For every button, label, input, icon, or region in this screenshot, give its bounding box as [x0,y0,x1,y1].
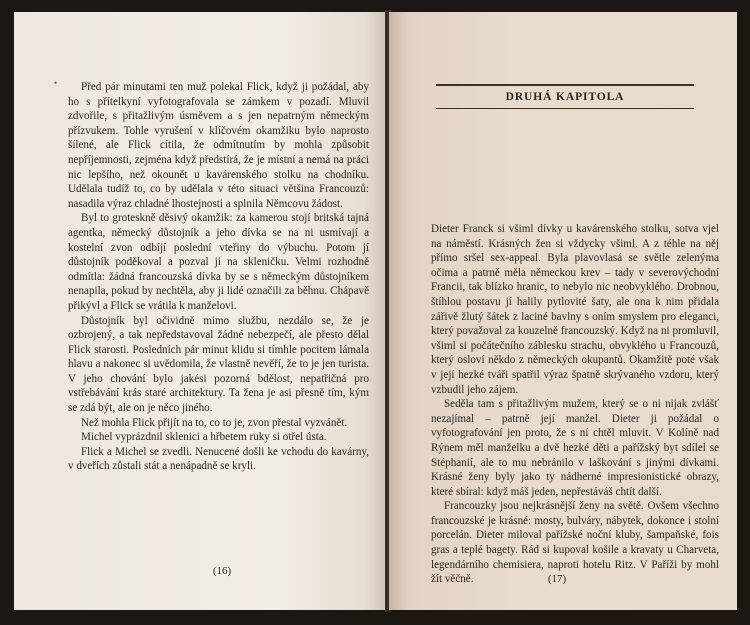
paragraph: Francouzky jsou nejkrásnější ženy na světě. Ovšem všechno francouzské je krásné: mosty, bulváry, nábytek, dokonce i stolní porcelán. Dieter miloval pařížské noční kluby, šampaňské, fois gras a teplé bagety. Rád si kupoval košile a kravaty u Charveta, legendárního chemisiera, naproti hotelu Ritz. V Paříži by mohl žít věčně. [431,500,719,586]
chapter-rule-top [436,84,694,86]
paragraph: Michel vyprázdnil sklenici a hřbetem ruky si otřel ústa. [81,431,327,444]
page-number: (16) [212,565,232,577]
right-page-text [431,222,719,587]
left-page-text [68,80,369,474]
left-page [14,12,387,610]
chapter-title: DRUHÁ KAPITOLA [505,91,625,103]
paragraph: Dieter Franck si všiml dívky u kavárenského stolku, sotva vjel na náměstí. Krásných žen si vždycky všiml. A z téhle na něj přímo sršel sex-appeal. Byla plavovlasá se světle zelenýma očima a patrně měla německou krev – tady v severovýchodní Francii, tak blízko hranic, to nebylo nic neobvyklého. Drobnou, štíhlou postavu jí halily pytlovité šaty, ale ona k nim přidala zářivě žlutý šátek z laciné bavlny s oním smyslem pro eleganci, který považoval za kouzelně francouzský. Když na ni promluvil, všiml si počátečního záblesku strachu, obvyklého u Francouzů, který osloví někdo z německých okupantů. Okamžitě poté však v její hezké tváři spatřil výraz špatně skrývaného vzdoru, který vzbudil jeho zájem. [431,223,719,396]
paragraph: Byl to groteskně děsivý okamžik: za kamerou stojí britská tajná agentka, německý důstojník a jeho dívka se na ni usmívají a kostelní zvon odbíjí poslední vteřiny do výbuchu. Potom jí důstojník poděkoval a pozval ji na skleničku. Velmi rozhodně odmítla: žádná francouzská dívka by se s německým důstojníkem nenapila, pokud by nechtěla, aby ji lidé označili za běhnu. Chápavě přikývl a Flick se vrátila k manželovi. [68,212,369,312]
paragraph: Seděla tam s přitažlivým mužem, který se o ni nijak zvlášť nezajímal – patrně její manžel. Dieter ji požádal o vyfotografování jen proto, že s ní chtěl mluvit. V Kolíně nad Rýnem měl manželku a dvě hezké děti a pařížský byt sdílel se Stéphanií, ale to mu nebránilo v laškování s jinými dívkami. Krásné ženy byly jako ty nádherné impresionistické obrazy, které sbíral: když máš jeden, nepřestáváš chtít další. [431,398,719,498]
paragraph: Důstojník byl očividně mimo službu, nezdálo se, že je ozbrojený, a tak nepředstavoval žádné nebezpečí, ale přesto dělal Flick starosti. Posledních pár minut klidu si tímhle pocitem lámala hlavu a nakonec si uvědomila, že vlastně nevěří, že to je jen turista. V jeho chování bylo jakési pozorná bdělost, nepatřičná pro vstřebávání krás staré architektury. Ta žena je asi přesně tím, kým se zdá být, ale on je něco jiného. [68,314,369,415]
paragraph: Flick a Michel se zvedli. Nenucené došli ke vchodu do kavárny, v dveřích zůstali stát a nenápadně se kryli. [68,445,369,473]
paragraph: Než mohla Flick přijít na to, co to je, zvon přestal vyzvánět. [81,416,348,429]
page-mark: • [54,78,58,88]
right-page [389,12,737,610]
paragraph: Před pár minutami ten muž polekal Flick, když ji požádal, aby ho s přítelkyní vyfotografovala se zámkem v pozadí. Mluvil zdvořile, s přitažlivým úsměvem a s jen nepatrným německým přízvukem. Tohle vyrušení v klíčovém okamžiku bylo naprosto šílené, ale Flick cítila, že odmítnutím by mohla způsobit nepříjemnosti, zejména když předstírá, že je místní a nemá na práci nic lepšího, než okounět u kavárenského stolku na chodníku. Udělala tudíž to, co by udělala v této situaci většina Francouzů: nasadila výraz chladné lhostejnosti a splnila Němcovu žádost. [68,81,369,210]
page-number: (17) [547,573,567,585]
chapter-rule-bottom [436,108,694,109]
